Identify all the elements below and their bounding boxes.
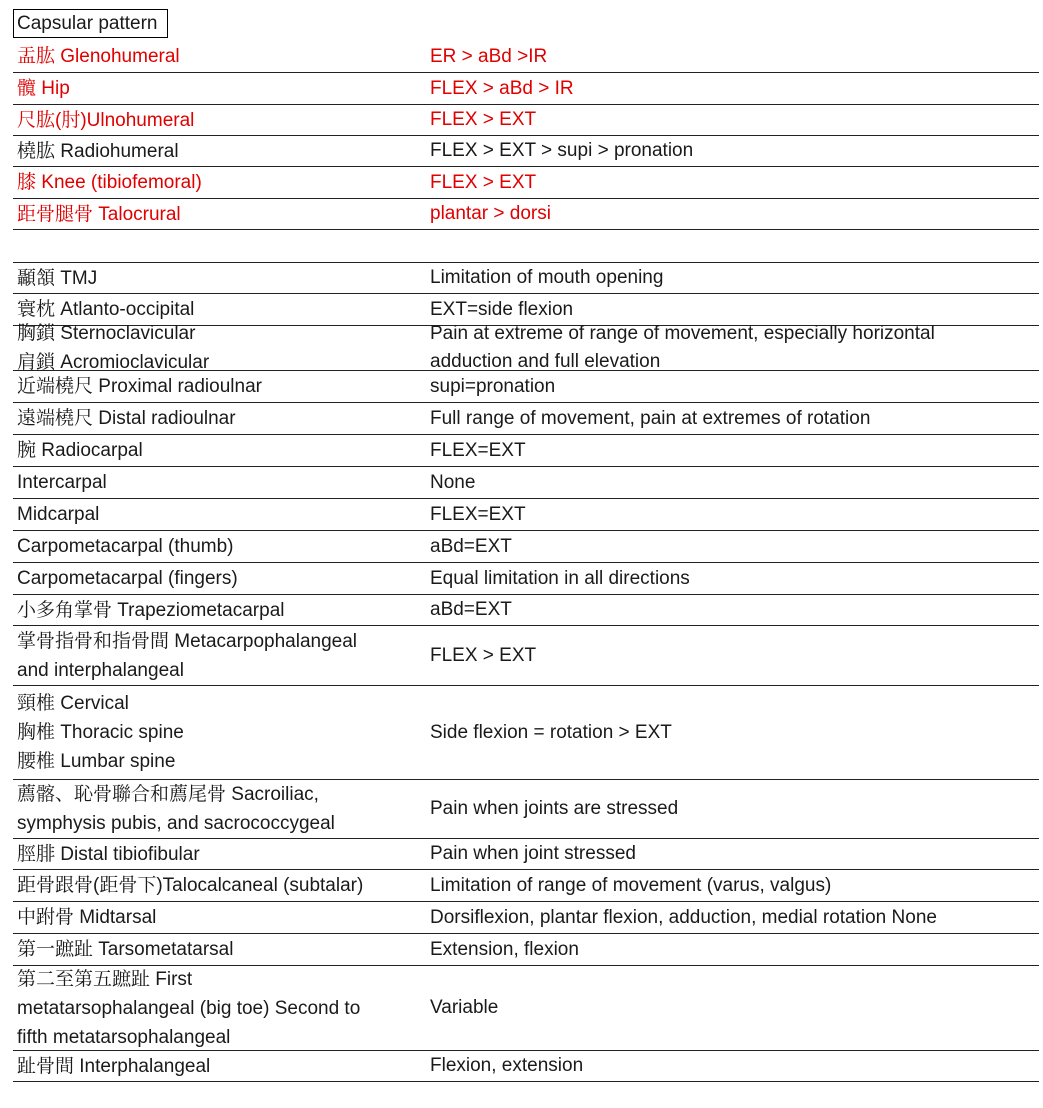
joint-text: 小多角掌骨 Trapeziometacarpal xyxy=(17,599,285,621)
pattern-cell xyxy=(426,501,1039,529)
joint-text: 脛腓 Distal tibiofibular xyxy=(17,843,200,865)
pattern-text: Pain at extreme of range of movement, especially horizontal xyxy=(430,323,935,344)
joint-cell xyxy=(13,74,426,103)
joint-text: 尺肱(肘)Ulnohumeral xyxy=(17,109,195,131)
pattern-cell xyxy=(426,43,1039,71)
table-spacer-row xyxy=(13,230,1039,263)
joint-text: fifth metatarsophalangeal xyxy=(17,1026,231,1048)
pattern-text: ER > aBd >IR xyxy=(430,45,548,67)
joint-text: 胸椎 Thoracic spine xyxy=(17,722,184,743)
pattern-cell xyxy=(426,264,1039,292)
joint-cell xyxy=(13,596,426,625)
pattern-text: Limitation of range of movement (varus, valgus) xyxy=(430,874,832,896)
joint-cell xyxy=(13,372,426,401)
pattern-text: Pain when joints are stressed xyxy=(430,798,679,819)
pattern-cell xyxy=(426,200,1039,228)
table-row xyxy=(13,403,1039,435)
pattern-cell xyxy=(426,533,1039,561)
pattern-text: aBd=EXT xyxy=(430,535,512,557)
joint-cell xyxy=(13,780,426,838)
pattern-cell xyxy=(426,169,1039,197)
pattern-text: FLEX=EXT xyxy=(430,503,526,525)
joint-cell xyxy=(13,500,426,529)
joint-text: 腕 Radiocarpal xyxy=(17,440,143,461)
table-row xyxy=(13,105,1039,136)
joint-text: 第二至第五蹠趾 First xyxy=(17,968,193,990)
pattern-cell xyxy=(426,936,1039,964)
table-row xyxy=(13,1051,1039,1082)
pattern-text: FLEX > EXT > supi > pronation xyxy=(430,140,694,161)
pattern-text: plantar > dorsi xyxy=(430,203,551,224)
pattern-text: aBd=EXT xyxy=(430,599,512,620)
table-row xyxy=(13,626,1039,686)
joint-cell xyxy=(13,137,426,166)
pattern-text: Flexion, extension xyxy=(430,1055,584,1076)
pattern-cell xyxy=(426,904,1039,932)
pattern-cell xyxy=(426,642,1039,670)
pattern-text: FLEX > aBd > IR xyxy=(430,77,574,99)
pattern-text: Variable xyxy=(430,997,499,1018)
pattern-cell xyxy=(426,1052,1039,1080)
table-row xyxy=(13,934,1039,966)
joint-cell xyxy=(13,468,426,497)
table-row xyxy=(13,323,1039,373)
pattern-text: Limitation of mouth opening xyxy=(430,267,664,288)
joint-cell xyxy=(13,436,426,465)
joint-cell xyxy=(13,935,426,964)
pattern-text: FLEX > EXT xyxy=(430,171,537,193)
pattern-cell xyxy=(426,75,1039,103)
table-row xyxy=(13,199,1039,230)
pattern-cell xyxy=(426,469,1039,497)
joint-text: 髖 Hip xyxy=(17,78,70,99)
joint-text: 距骨腿骨 Talocrural xyxy=(17,203,181,225)
joint-cell xyxy=(13,965,426,1052)
joint-cell xyxy=(13,106,426,135)
joint-text: 肩鎖 Acromioclavicular xyxy=(17,352,210,373)
pattern-cell xyxy=(426,719,1039,747)
joint-text: 胸鎖 Sternoclavicular xyxy=(17,323,196,344)
table-row xyxy=(13,263,1039,294)
table-row xyxy=(13,595,1039,626)
joint-text: 寰枕 Atlanto-occipital xyxy=(17,299,195,320)
pattern-cell xyxy=(426,405,1039,433)
joint-cell xyxy=(13,564,426,593)
joint-text: symphysis pubis, and sacrococcygeal xyxy=(17,813,335,834)
joint-cell xyxy=(13,840,426,869)
joint-text: 頸椎 Cervical xyxy=(17,693,129,714)
table-row xyxy=(13,780,1039,839)
table-row xyxy=(13,41,1039,73)
table-row xyxy=(13,435,1039,467)
joint-text: metatarsophalangeal (big toe) Second to xyxy=(17,997,361,1019)
pattern-cell xyxy=(426,320,1039,376)
pattern-cell xyxy=(426,994,1039,1022)
joint-text: 薦髂、恥骨聯合和薦尾骨 Sacroiliac, xyxy=(17,784,319,805)
pattern-text: FLEX=EXT xyxy=(430,439,526,461)
capsular-pattern-table xyxy=(13,41,1039,1082)
pattern-text: supi=pronation xyxy=(430,375,556,397)
joint-text: Carpometacarpal (fingers) xyxy=(17,568,238,589)
pattern-cell xyxy=(426,106,1039,134)
joint-text: 中跗骨 Midtarsal xyxy=(17,907,157,928)
pattern-text: EXT=side flexion xyxy=(430,298,574,320)
table-row xyxy=(13,167,1039,199)
joint-text: 顳頷 TMJ xyxy=(17,267,98,289)
pattern-text: Dorsiflexion, plantar flexion, adduction, medial rotation None xyxy=(430,906,937,928)
joint-text: 趾骨間 Interphalangeal xyxy=(17,1055,211,1077)
pattern-cell xyxy=(426,437,1039,465)
pattern-cell xyxy=(426,373,1039,401)
pattern-text: Extension, flexion xyxy=(430,938,579,960)
joint-cell xyxy=(13,168,426,197)
joint-cell xyxy=(13,903,426,932)
pattern-cell xyxy=(426,840,1039,868)
joint-cell xyxy=(13,42,426,71)
joint-cell xyxy=(13,532,426,561)
pattern-cell xyxy=(426,872,1039,900)
pattern-text: Pain when joint stressed xyxy=(430,843,636,864)
table-row xyxy=(13,531,1039,563)
table-row xyxy=(13,563,1039,595)
joint-text: Midcarpal xyxy=(17,504,100,525)
page-title: Capsular pattern xyxy=(13,9,168,38)
pattern-cell xyxy=(426,137,1039,165)
joint-text: 距骨跟骨(距骨下)Talocalcaneal (subtalar) xyxy=(17,875,364,896)
joint-text: 第一蹠趾 Tarsometatarsal xyxy=(17,939,234,960)
pattern-cell xyxy=(426,795,1039,823)
pattern-text: adduction and full elevation xyxy=(430,351,661,372)
joint-text: 膝 Knee (tibiofemoral) xyxy=(17,172,202,193)
pattern-text: Full range of movement, pain at extremes of rotation xyxy=(430,407,871,429)
table-row xyxy=(13,136,1039,167)
pattern-text: None xyxy=(430,471,476,493)
pattern-cell xyxy=(426,596,1039,624)
joint-cell xyxy=(13,200,426,229)
table-row xyxy=(13,467,1039,499)
table-row xyxy=(13,371,1039,403)
pattern-text: Side flexion = rotation > EXT xyxy=(430,721,672,743)
joint-text: Intercarpal xyxy=(17,472,107,493)
joint-cell xyxy=(13,627,426,685)
joint-cell xyxy=(13,871,426,900)
joint-text: 腰椎 Lumbar spine xyxy=(17,751,176,772)
joint-cell xyxy=(13,319,426,377)
pattern-cell xyxy=(426,565,1039,593)
joint-text: 遠端橈尺 Distal radioulnar xyxy=(17,408,236,429)
joint-cell xyxy=(13,689,426,776)
joint-text: 橈肱 Radiohumeral xyxy=(17,140,179,162)
table-row xyxy=(13,839,1039,870)
joint-cell xyxy=(13,404,426,433)
joint-cell xyxy=(13,1052,426,1081)
table-row xyxy=(13,499,1039,531)
table-row xyxy=(13,966,1039,1051)
joint-text: 盂肱 Glenohumeral xyxy=(17,46,180,67)
joint-text: Carpometacarpal (thumb) xyxy=(17,536,234,557)
pattern-text: Equal limitation in all directions xyxy=(430,567,690,589)
joint-text: and interphalangeal xyxy=(17,659,184,681)
table-row xyxy=(13,73,1039,105)
joint-text: 近端橈尺 Proximal radioulnar xyxy=(17,376,262,397)
pattern-text: FLEX > EXT xyxy=(430,109,537,130)
table-row xyxy=(13,902,1039,934)
pattern-text: FLEX > EXT xyxy=(430,644,537,666)
joint-cell xyxy=(13,264,426,293)
table-row xyxy=(13,686,1039,780)
joint-text: 掌骨指骨和指骨間 Metacarpophalangeal xyxy=(17,630,358,652)
table-row xyxy=(13,870,1039,902)
